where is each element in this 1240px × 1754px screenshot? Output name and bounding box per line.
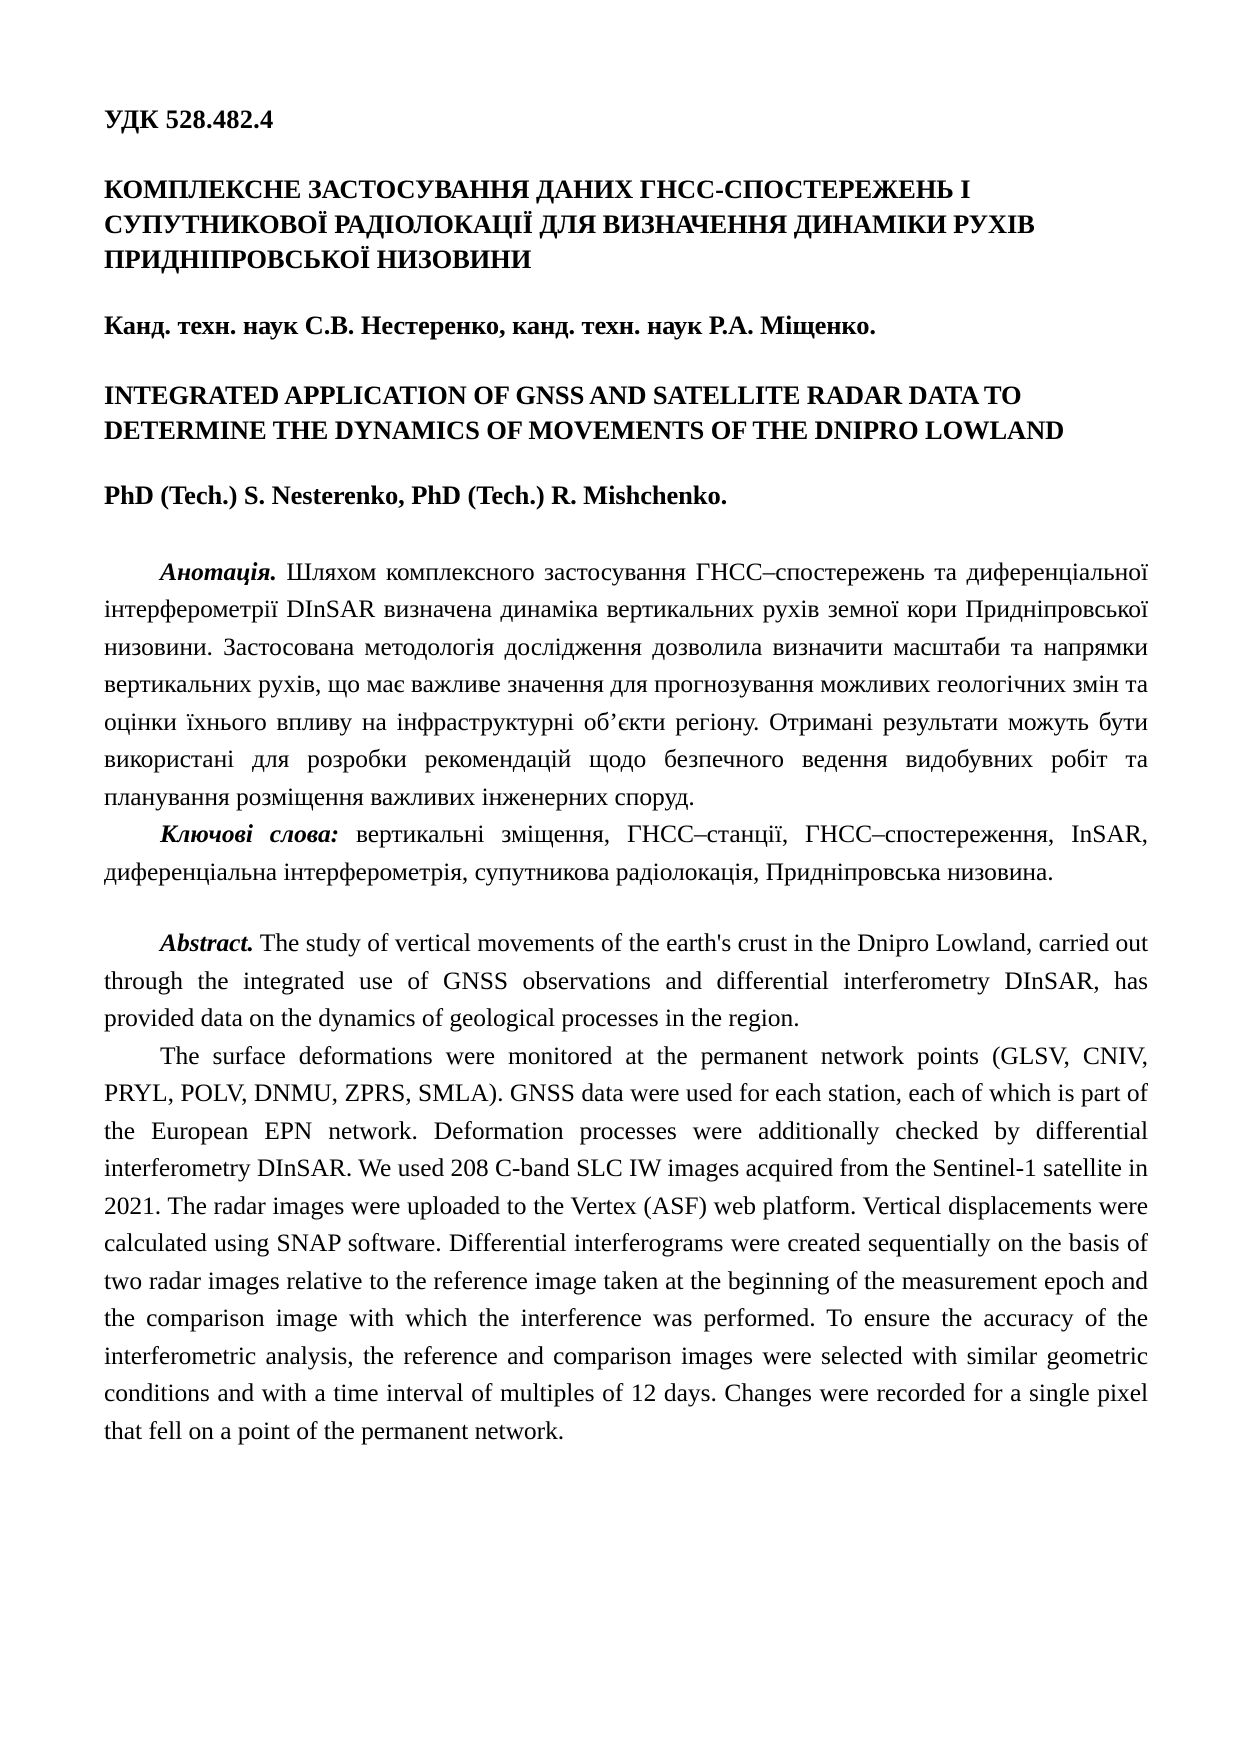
keywords-ukrainian-label: Ключові слова: bbox=[160, 819, 340, 849]
keywords-ukrainian bbox=[104, 815, 1148, 890]
abstract-english bbox=[104, 924, 1148, 1036]
authors-ukrainian: Канд. техн. наук С.В. Нестеренко, канд. техн. наук Р.А. Міщенко. bbox=[104, 309, 876, 340]
abstract-ukrainian bbox=[104, 553, 1148, 815]
authors-english: PhD (Tech.) S. Nesterenko, PhD (Tech.) R. Mishchenko. bbox=[104, 480, 728, 511]
abstract-ukrainian-label: Анотація. bbox=[160, 556, 277, 586]
abstract-english-label: Abstract. bbox=[160, 928, 254, 958]
section-divider bbox=[104, 890, 1148, 924]
keywords-ukrainian-text: вертикальні зміщення, ГНСС–станції, ГНСС–спостереження, InSAR, диференціальна інтерферометрія, супутникова радіолокація, Придніпровська низовина. bbox=[104, 819, 1148, 886]
abstract-english-text: The study of vertical movements of the earth's crust in the Dnipro Lowland, carried out through the integrated use of GNSS observations and differential interferometry DInSAR, has provided data on the dynamics of geological processes in the region. bbox=[104, 928, 1148, 1033]
title-ukrainian: КОМПЛЕКСНЕ ЗАСТОСУВАННЯ ДАНИХ ГНСС-СПОСТЕРЕЖЕНЬ І СУПУТНИКОВОЇ РАДІОЛОКАЦІЇ ДЛЯ ВИЗНАЧЕННЯ ДИНАМІКИ РУХІВ ПРИДНІПРОВСЬКОЇ НИЗОВИНИ bbox=[104, 173, 1035, 275]
udk-code: УДК 528.482.4 bbox=[104, 104, 274, 134]
body-paragraph-english: The surface deformations were monitored at the permanent network points (GLSV, CNIV, PRYL, POLV, DNMU, ZPRS, SMLA). GNSS data were used for each station, each of which is part of the European EPN network. Deformation processes were additionally checked by differential interferometry DInSAR. We used 208 C-band SLC IW images acquired from the Sentinel-1 satellite in 2021. The radar images were uploaded to the Vertex (ASF) web platform. Vertical displacements were calculated using SNAP software. Differential interferograms were created sequentially on the basis of two radar images relative to the reference image taken at the beginning of the measurement epoch and the comparison image with which the interference was performed. To ensure the accuracy of the interferometric analysis, the reference and comparison images were selected with similar geometric conditions and with a time interval of multiples of 12 days. Changes were recorded for a single pixel that fell on a point of the permanent network. bbox=[104, 1040, 1148, 1445]
abstract-ukrainian-text: Шляхом комплексного застосування ГНСС–спостережень та диференціальної інтерферометрії DInSAR визначена динаміка вертикальних рухів земної кори Придніпровської низовини. Застосована методологія дослідження дозволила визначити масштаби та напрямки вертикальних рухів, що має важливе значення для прогнозування можливих геологічних змін та оцінки їхнього впливу на інфраструктурні об’єкти регіону. Отримані результати можуть бути використані для розробки рекомендацій щодо безпечного ведення видобувних робіт та планування розміщення важливих інженерних споруд. bbox=[104, 556, 1148, 811]
title-english: INTEGRATED APPLICATION OF GNSS AND SATELLITE RADAR DATA TO DETERMINE THE DYNAMICS OF MOVEMENTS OF THE DNIPRO LOWLAND bbox=[104, 379, 1065, 446]
